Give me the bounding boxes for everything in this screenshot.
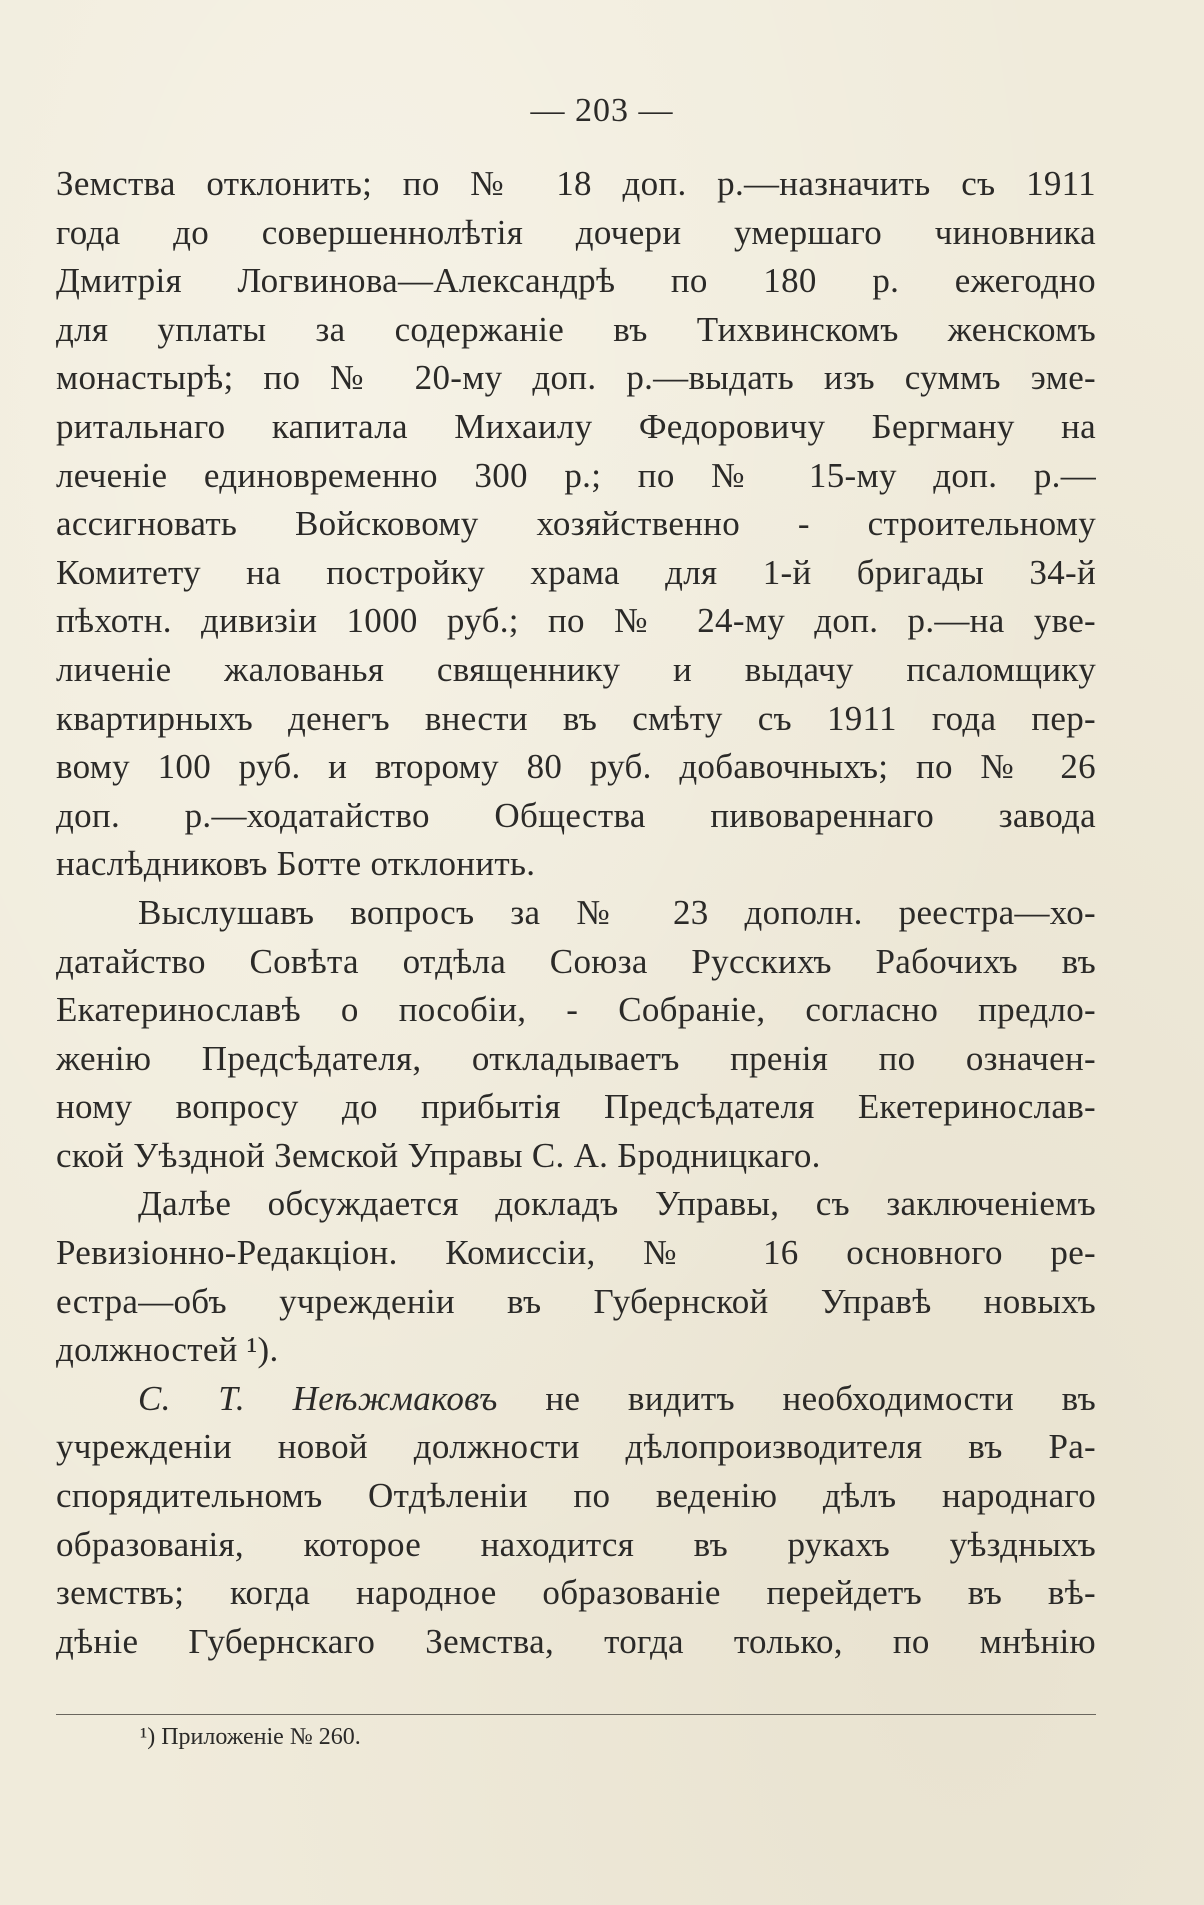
footnote-divider — [56, 1714, 1096, 1715]
page-number: — 203 — — [530, 92, 674, 129]
text-line: наслѣдниковъ Ботте отклонить. — [56, 844, 536, 884]
text-line: Ревизіонно-Редакціон. Комиссіи, № 16 основного ре- — [56, 1233, 1096, 1273]
footnote: ¹) Приложеніе № 260. — [140, 1724, 361, 1750]
text-line: доп. р.—ходатайство Общества пивовареннаго завода — [56, 795, 1096, 835]
text-line: Выслушавъ вопросъ за № 23 дополн. реестра—хо- — [138, 892, 1096, 932]
speaker-text: не видитъ необходимости въ — [497, 1378, 1096, 1418]
text-line: личеніе жалованья священнику и выдачу псаломщику — [56, 649, 1096, 689]
text-line: Екатеринославѣ о пособіи, - Собраніе, согласно предло- — [56, 990, 1096, 1030]
text-line: ритальнаго капитала Михаилу Федоровичу Бергману на — [56, 406, 1096, 446]
text-line: дѣніе Губернскаго Земства, тогда только, по мнѣнію — [56, 1621, 1096, 1661]
text-line: года до совершеннолѣтія дочери умершаго чиновника — [56, 212, 1096, 252]
text-line: Земства отклонить; по № 18 доп. р.—назначить съ 1911 — [56, 164, 1096, 203]
text-line: ской Уѣздной Земской Управы С. А. Бродницкаго. — [56, 1135, 821, 1175]
text-line — [56, 1375, 1096, 1424]
text-line: датайство Совѣта отдѣла Союза Русскихъ Рабочихъ въ — [56, 941, 1096, 981]
text-line: Комитету на постройку храма для 1-й бригады 34-й — [56, 552, 1096, 592]
text-line: женію Предсѣдателя, откладываетъ пренія по означен- — [56, 1038, 1096, 1078]
text-line: пѣхотн. дивизіи 1000 руб.; по № 24-му доп. р.—на уве- — [56, 601, 1096, 641]
text-line: Дмитрія Логвинова—Александрѣ по 180 р. ежегодно — [56, 261, 1096, 301]
text-line: монастырѣ; по № 20-му доп. р.—выдать изъ суммъ эме- — [56, 358, 1096, 398]
text-line: должностей ¹). — [56, 1330, 279, 1370]
text-line: учрежденіи новой должности дѣлопроизводителя въ Ра- — [56, 1427, 1096, 1467]
text-line: ассигновать Войсковому хозяйственно - строительному — [56, 504, 1096, 544]
text-line: вому 100 руб. и второму 80 руб. добавочныхъ; по № 26 — [56, 747, 1096, 787]
body-text — [56, 160, 1096, 1666]
text-line: образованія, которое находится въ рукахъ уѣздныхъ — [56, 1524, 1096, 1564]
text-line: леченіе единовременно 300 р.; по № 15-му доп. р.— — [56, 455, 1096, 495]
text-line: ному вопросу до прибытія Предсѣдателя Екетеринослав- — [56, 1087, 1096, 1127]
text-line: для уплаты за содержаніе въ Тихвинскомъ женскомъ — [56, 309, 1096, 349]
text-line: спорядительномъ Отдѣленіи по веденію дѣлъ народнаго — [56, 1476, 1096, 1516]
speaker-name: С. Т. Неѣжмаковъ — [138, 1378, 498, 1418]
text-line: земствъ; когда народное образованіе перейдетъ въ вѣ- — [56, 1573, 1096, 1613]
text-line: естра—объ учрежденіи въ Губернской Управѣ новыхъ — [56, 1281, 1096, 1321]
text-line: квартирныхъ денегъ внести въ смѣту съ 1911 года пер- — [56, 698, 1096, 738]
text-line: Далѣе обсуждается докладъ Управы, съ заключеніемъ — [138, 1184, 1096, 1224]
